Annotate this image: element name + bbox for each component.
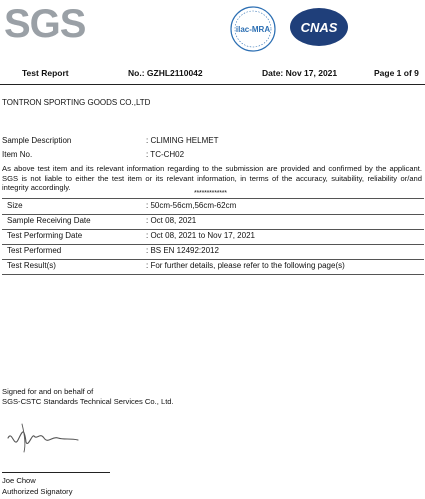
sgs-logo-text: SGS [4,2,86,46]
separator-stars: ************* [194,190,227,197]
sample-description-value: : CLIMING HELMET [146,136,219,145]
sample-description-label: Sample Description [2,136,72,145]
ilac-mra-logo [228,4,278,54]
table-row [0,259,425,274]
cnas-logo-text: CNAS [300,20,338,35]
row-value: : Oct 08, 2021 [146,216,197,225]
page-indicator: Page 1 of 9 [374,68,419,78]
item-no-label: Item No. [2,150,33,159]
sgs-logo [4,2,100,46]
signing-company: SGS-CSTC Standards Technical Services Co., Ltd. [2,397,174,406]
table-bottom-rule [2,274,424,275]
report-date: Date: Nov 17, 2021 [262,68,338,78]
ilac-logo-text: ilac-MRA [235,25,271,34]
header-divider [0,84,425,85]
signer-name: Joe Chow [2,476,36,485]
report-number: No.: GZHL2110042 [128,68,203,78]
row-value: : Oct 08, 2021 to Nov 17, 2021 [146,231,255,240]
signature-line [2,472,110,473]
signer-title: Authorized Signatory [2,487,73,496]
cnas-logo [288,6,350,48]
row-label: Test Performed [7,246,62,255]
table-row [0,244,425,259]
handwritten-signature [4,418,84,454]
item-no-value: : TC-CH02 [146,150,185,159]
row-label: Size [7,201,23,210]
report-title: Test Report [22,68,69,78]
row-value: : For further details, please refer to the following page(s) [146,261,345,270]
disclaimer-text: As above test item and its relevant information regarding to the submission are provided and confirmed by the applicant. SGS is not liable to either the test item or its relevant information, in terms of the accuracy, suitability, reliability or/and integrity accordingly. [2,164,422,193]
row-label: Test Performing Date [7,231,83,240]
report-header [0,68,425,80]
row-value: : 50cm-56cm,56cm-62cm [146,201,237,210]
table-row [0,199,425,214]
table-row [0,229,425,244]
row-label: Test Result(s) [7,261,56,270]
signed-on-behalf: Signed for and on behalf of [2,387,94,396]
row-label: Sample Receiving Date [7,216,91,225]
table-row [0,214,425,229]
row-value: : BS EN 12492:2012 [146,246,219,255]
company-name: TONTRON SPORTING GOODS CO.,LTD [2,98,151,107]
